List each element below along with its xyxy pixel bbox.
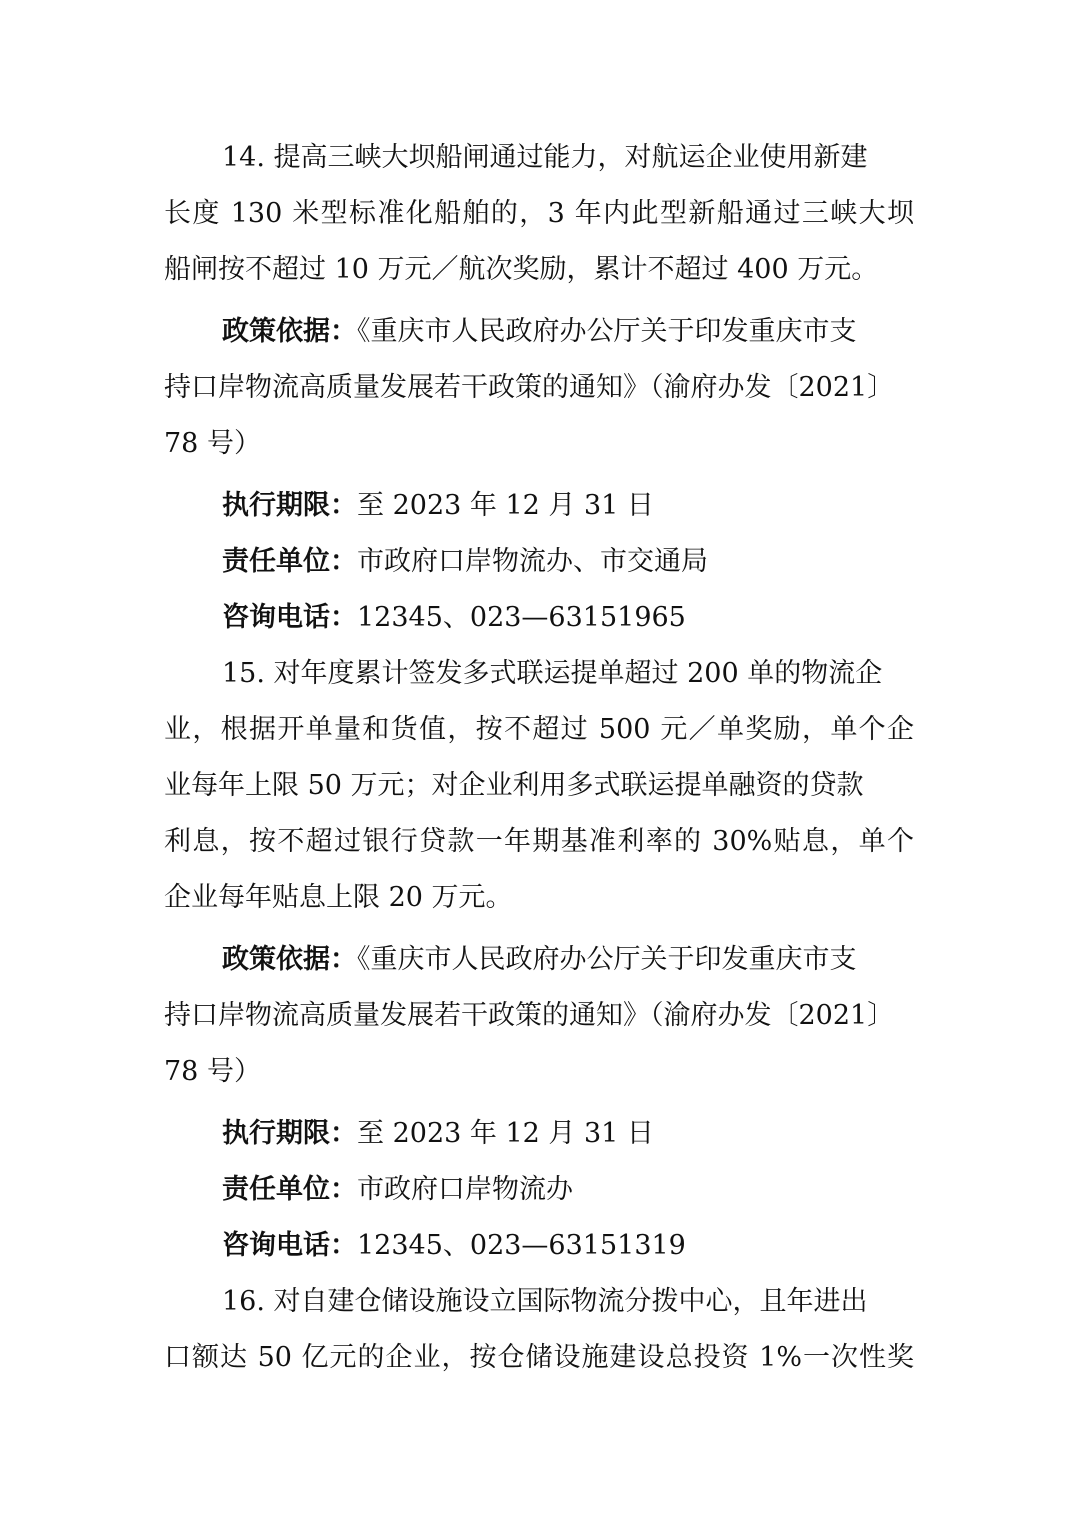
phone-label: 咨询电话： (222, 1230, 357, 1261)
unit-label: 责任单位： (222, 1174, 357, 1205)
period-label: 执行期限： (222, 1118, 357, 1149)
item-15-line-4: 利息，按不超过银行贷款一年期基准利率的 30%贴息，单个 (164, 826, 914, 857)
document-page (164, 130, 914, 1386)
item-15-line-5: 企业每年贴息上限 20 万元。 (164, 882, 513, 913)
item-16-number: 16. (222, 1286, 265, 1317)
period-value: 至 2023 年 12 月 31 日 (357, 1118, 654, 1149)
item-15-line-3: 业每年上限 50 万元；对企业利用多式联运提单融资的贷款 (164, 770, 864, 801)
phone-value: 12345、023—63151965 (357, 602, 686, 633)
policy-basis-text: 《重庆市人民政府办公厅关于印发重庆市支 (357, 944, 857, 975)
policy-basis-text: 《重庆市人民政府办公厅关于印发重庆市支 (357, 316, 857, 347)
item-16-line-2: 口额达 50 亿元的企业，按仓储设施建设总投资 1%一次性奖 (164, 1342, 914, 1373)
item-14-line-3: 船闸按不超过 10 万元／航次奖励，累计不超过 400 万元。 (164, 254, 879, 285)
item-16-line-1 (164, 1274, 914, 1330)
item-16-text: 对自建仓储设施设立国际物流分拨中心，且年进出 (273, 1286, 868, 1317)
item-14-basis (164, 304, 914, 360)
item-15-phone (164, 1218, 914, 1274)
item-15-basis (164, 932, 914, 988)
item-15-text: 对年度累计签发多式联运提单超过 200 单的物流企 (273, 658, 883, 689)
item-15-line-2: 业，根据开单量和货值，按不超过 500 元／单奖励，单个企 (164, 714, 914, 745)
item-14-phone (164, 590, 914, 646)
item-15-basis-line-2: 持口岸物流高质量发展若干政策的通知》（渝府办发〔2021〕 (164, 1000, 895, 1031)
item-14-line-2: 长度 130 米型标准化船舶的，3 年内此型新船通过三峡大坝 (164, 198, 914, 229)
item-15-period (164, 1106, 914, 1162)
item-15-unit (164, 1162, 914, 1218)
item-14-basis-line-3: 78 号） (164, 428, 261, 459)
item-14-period (164, 478, 914, 534)
item-14-unit (164, 534, 914, 590)
policy-basis-label: 政策依据： (222, 944, 357, 975)
unit-value: 市政府口岸物流办、市交通局 (357, 546, 708, 577)
period-label: 执行期限： (222, 490, 357, 521)
period-value: 至 2023 年 12 月 31 日 (357, 490, 654, 521)
phone-value: 12345、023—63151319 (357, 1230, 686, 1261)
phone-label: 咨询电话： (222, 602, 357, 633)
item-14-number: 14. (222, 142, 265, 173)
policy-basis-label: 政策依据： (222, 316, 357, 347)
unit-label: 责任单位： (222, 546, 357, 577)
item-15-line-1 (164, 646, 914, 702)
item-15-basis-line-3: 78 号） (164, 1056, 261, 1087)
item-14-basis-line-2: 持口岸物流高质量发展若干政策的通知》（渝府办发〔2021〕 (164, 372, 895, 403)
item-15-number: 15. (222, 658, 265, 689)
unit-value: 市政府口岸物流办 (357, 1174, 573, 1205)
item-14-text: 提高三峡大坝船闸通过能力，对航运企业使用新建 (273, 142, 868, 173)
item-14-line-1 (164, 130, 914, 186)
